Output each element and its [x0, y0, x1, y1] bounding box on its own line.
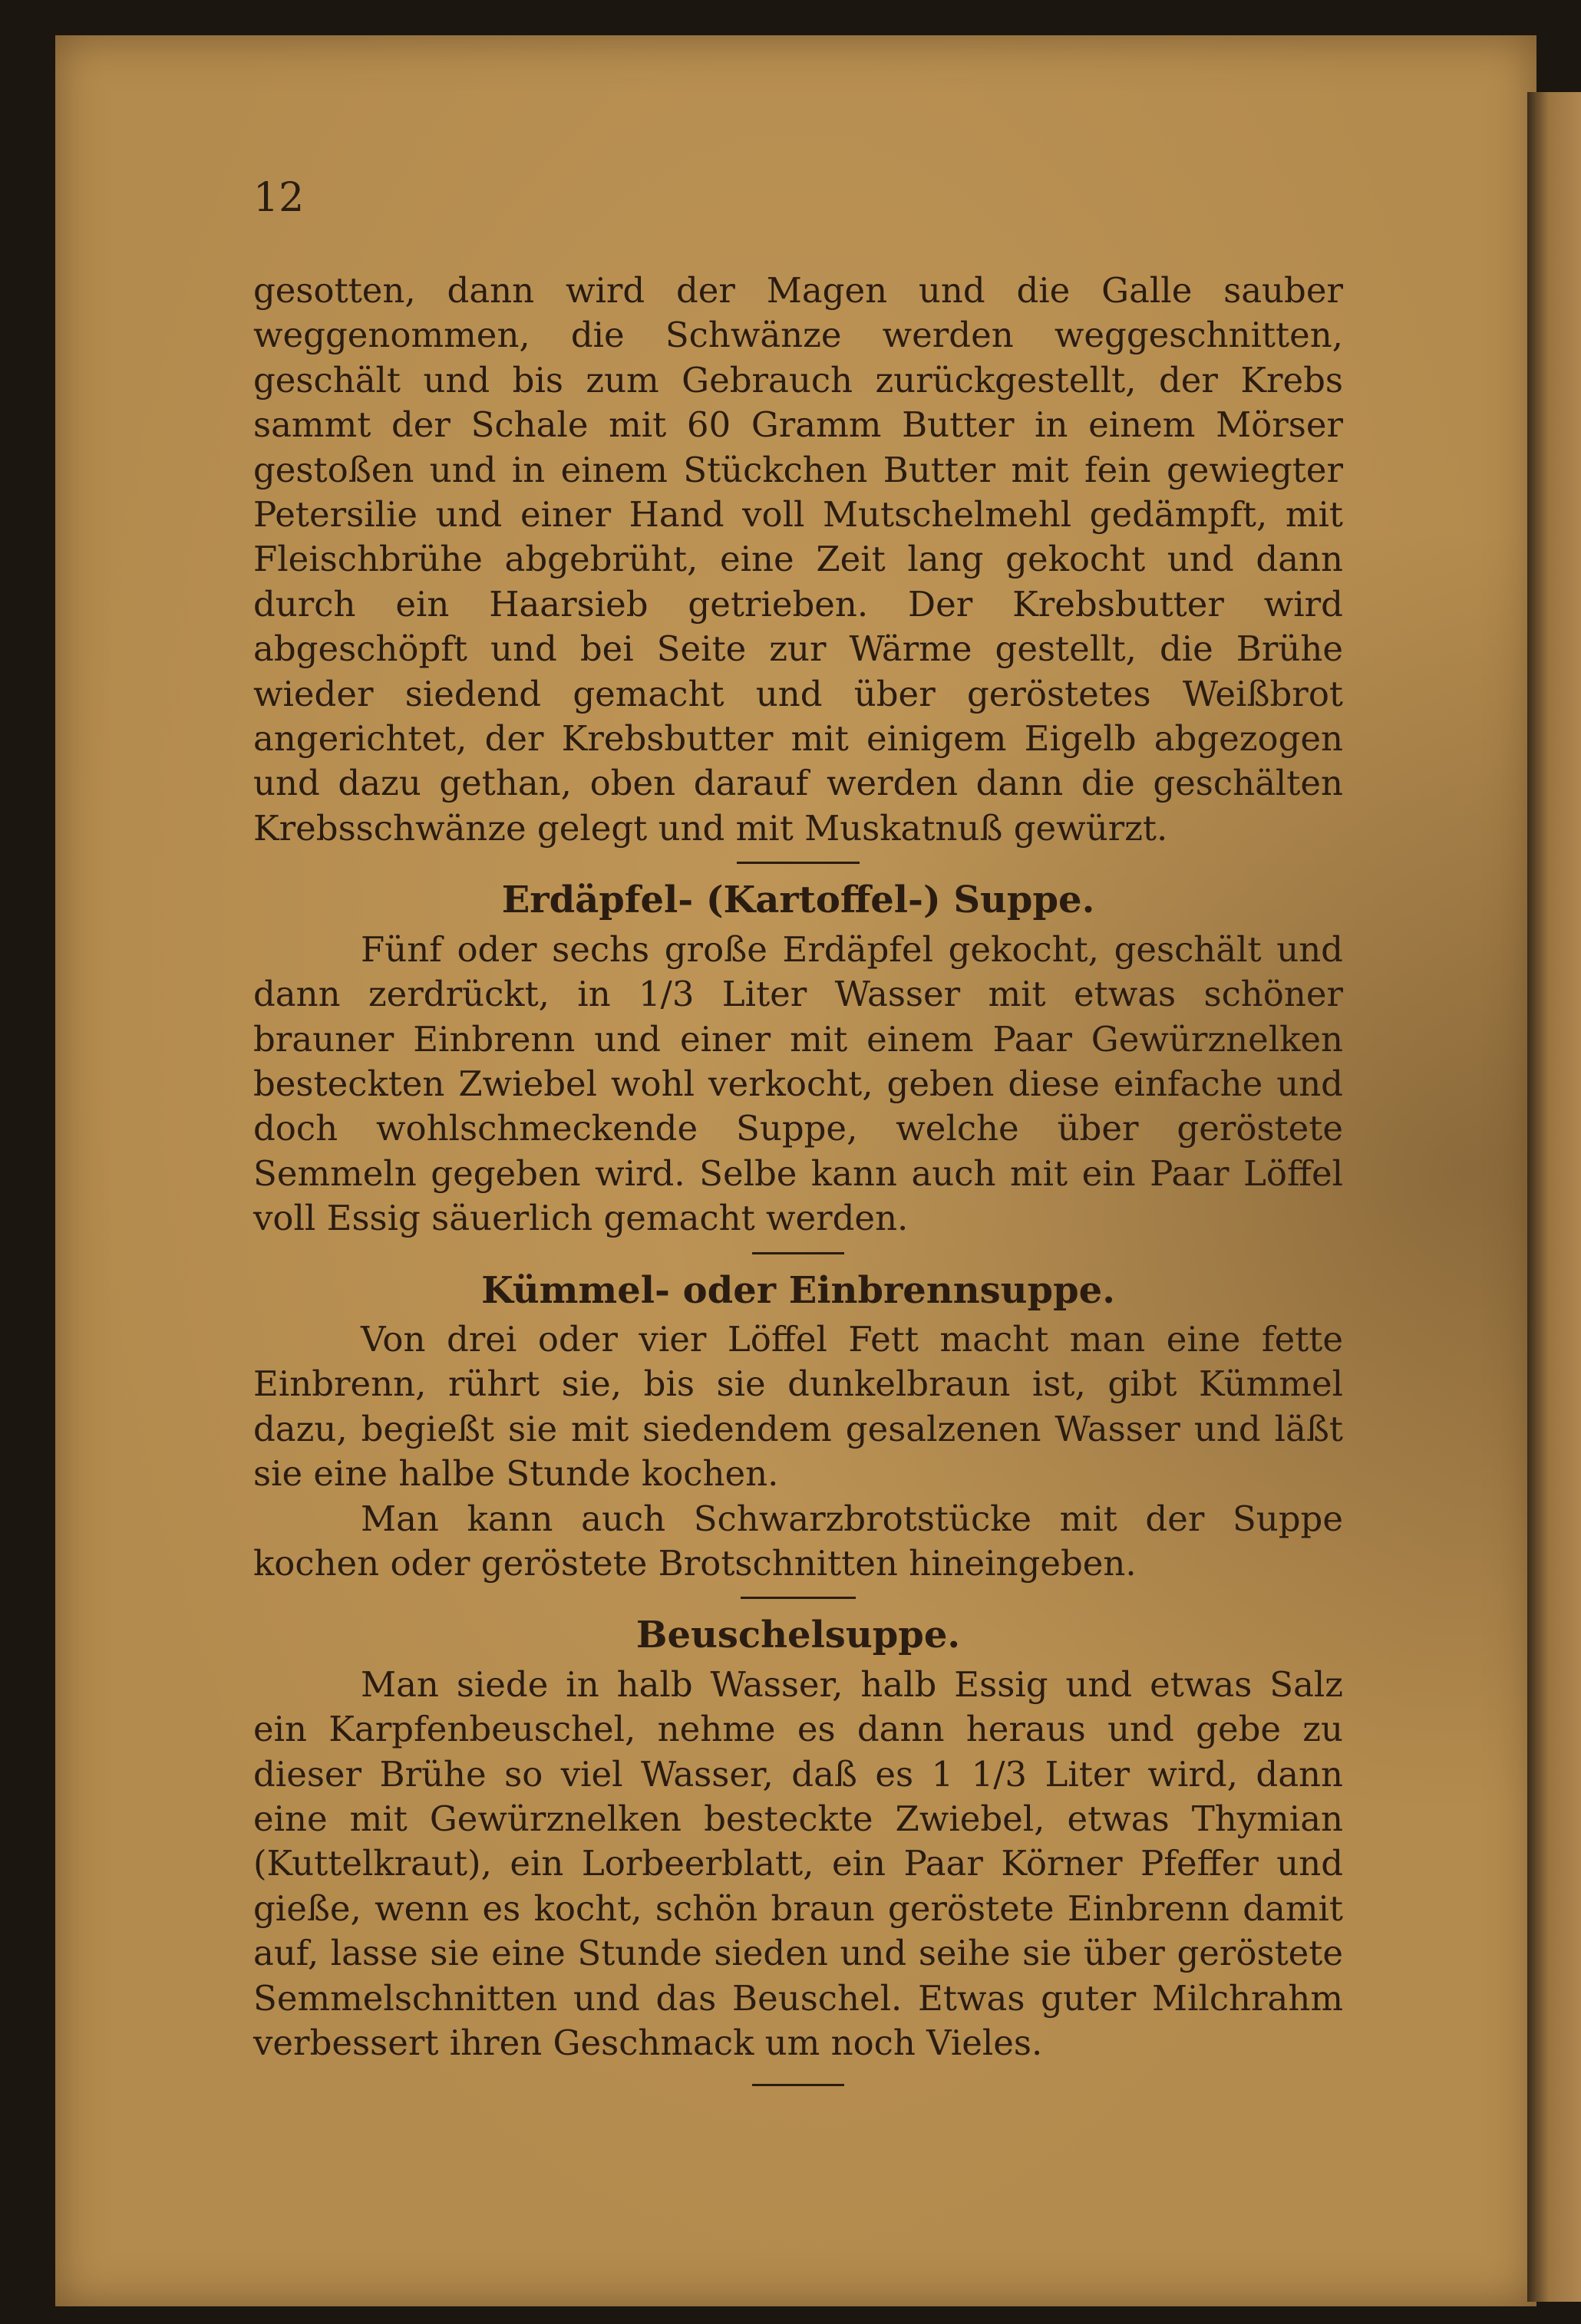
paragraph-beuschelsuppe: Man siede in halb Wasser, halb Essig und etwas Salz ein Karpfenbeuschel, nehme es dann heraus und gebe zu dieser Brühe so viel Wasser, daß es 1 1/3 Liter wird, dann eine mit Gewürznelken besteckte Zwiebel, etwas Thymian (Kuttelkraut), ein Lorbeerblatt, ein Paar Körner Pfeffer und gieße, wenn es kocht, schön braun geröstete Einbrenn damit auf, lasse sie eine Stunde sieden und seihe sie über geröstete Semmelschnitten und das Beuschel. Etwas guter Milchrahm verbessert ihren Geschmack um noch Vieles.: [253, 1663, 1343, 2064]
end-divider: [752, 2084, 844, 2086]
page-number: 12: [253, 175, 305, 221]
section-divider: [741, 1597, 856, 1599]
paragraph-kuemmel-suppe-note: Man kann auch Schwarzbrotstücke mit der Suppe kochen oder geröstete Brotschnitten hineingeben.: [253, 1498, 1343, 1584]
paragraph-kuemmel-suppe: Von drei oder vier Löffel Fett macht man eine fette Einbrenn, rührt sie, bis sie dunkelbraun ist, gibt Kümmel dazu, begießt sie mit siedendem gesalzenen Wasser und läßt sie eine halbe Stunde kochen.: [253, 1318, 1343, 1495]
paragraph-erdaepfel-suppe: Fünf oder sechs große Erdäpfel gekocht, geschält und dann zerdrückt, in 1/3 Liter Wasser mit etwas schöner brauner Einbrenn und einer mit einem Paar Gewürznelken besteckten Zwiebel wohl verkocht, geben diese einfache und doch wohlschmeckende Suppe, welche über geröstete Semmeln gegeben wird. Selbe kann auch mit ein Paar Löffel voll Essig säuerlich gemacht werden.: [253, 928, 1343, 1239]
heading-kuemmel-suppe: Kümmel- oder Einbrennsuppe.: [481, 1268, 1115, 1312]
heading-beuschelsuppe: Beuschelsuppe.: [635, 1614, 961, 1657]
text-column: [253, 269, 1343, 2100]
section-divider: [752, 1252, 844, 1254]
paragraph-krebs-continuation: gesotten, dann wird der Magen und die Galle sauber weggenommen, die Schwänze werden weggeschnitten, geschält und bis zum Gebrauch zurückgestellt, der Krebs sammt der Schale mit 60 Gramm Butter in einem Mörser gestoßen und in einem Stückchen Butter mit fein gewiegter Petersilie und einer Hand voll Mutschelmehl gedämpft, mit Fleischbrühe abgebrüht, eine Zeit lang gekocht und dann durch ein Haarsieb getrieben. Der Krebsbutter wird abgeschöpft und bei Seite zur Wärme gestellt, die Brühe wieder siedend gemacht und über geröstetes Weißbrot angerichtet, der Krebsbutter mit einigem Eigelb abgezogen und dazu gethan, oben darauf werden dann die geschälten Krebsschwänze gelegt und mit Muskatnuß gewürzt.: [253, 270, 1343, 849]
page-fold-edge: [1527, 92, 1581, 2302]
section-divider: [737, 862, 860, 864]
heading-erdaepfel-suppe: Erdäpfel- (Kartoffel-) Suppe.: [501, 879, 1095, 922]
